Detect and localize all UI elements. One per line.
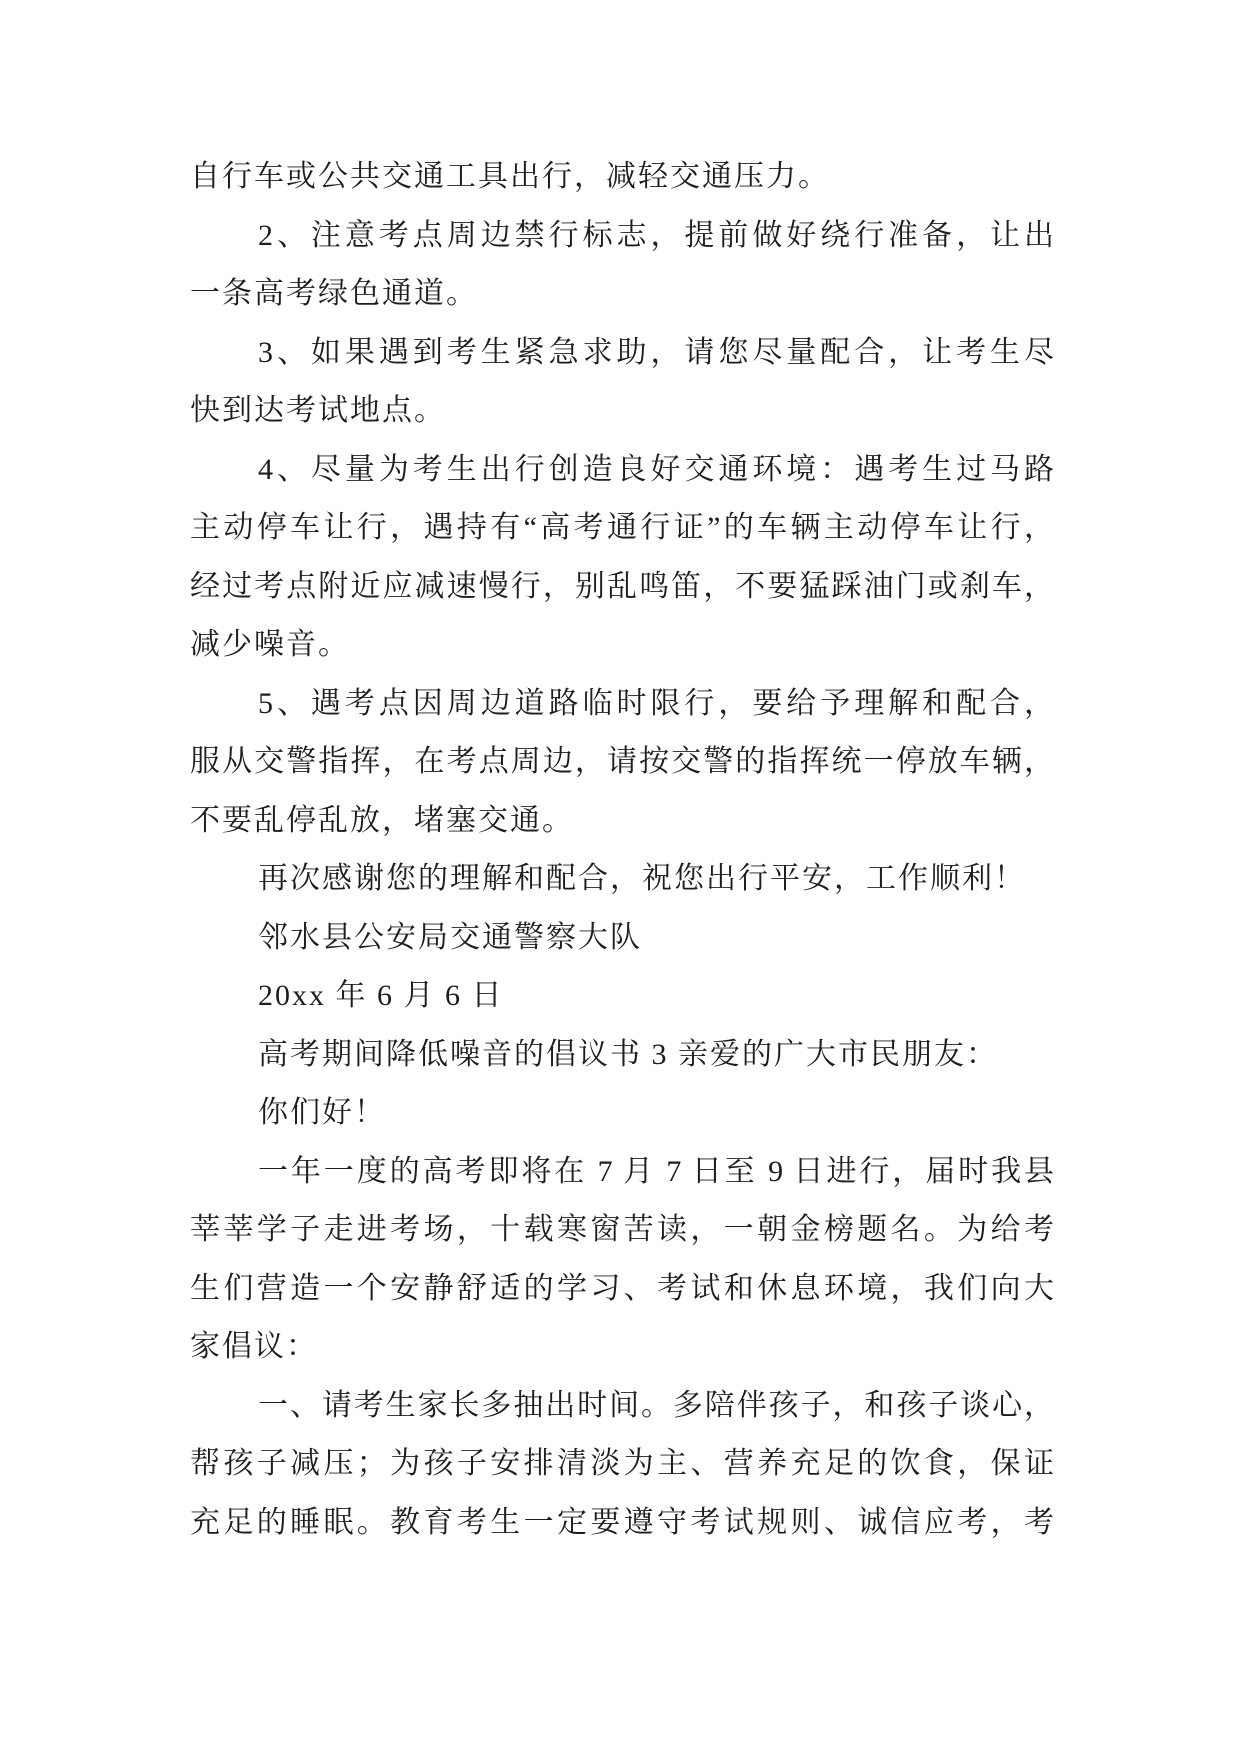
text-line: 帮孩子减压；为孩子安排清淡为主、营养充足的饮食，保证 — [190, 1447, 1054, 1480]
text-line: 3、如果遇到考生紧急求助，请您尽量配合，让考生尽 — [258, 335, 1054, 369]
text-line: 家倡议： — [190, 1330, 318, 1363]
document-body — [190, 148, 1054, 1552]
text-line: 服从交警指挥，在考点周边，请按交警的指挥统一停放车辆， — [190, 745, 1054, 778]
text-line: 减少噪音。 — [190, 628, 350, 661]
text-line: 5、遇考点因周边道路临时限行，要给予理解和配合， — [258, 686, 1054, 720]
text-line: 快到达考试地点。 — [190, 394, 446, 427]
text-line: 一、请考生家长多抽出时间。多陪伴孩子，和孩子谈心， — [258, 1388, 1054, 1422]
text-line: 一年一度的高考即将在 7 月 7 日至 9 日进行，届时我县 — [258, 1154, 1054, 1188]
text-line: 主动停车让行，遇持有“高考通行证”的车辆主动停车让行， — [190, 511, 1054, 544]
text-line: 一条高考绿色通道。 — [190, 277, 478, 310]
text-line: 邻水县公安局交通警察大队 — [258, 920, 642, 954]
text-line: 你们好！ — [258, 1096, 386, 1129]
text-line: 20xx 年 6 月 6 日 — [258, 979, 504, 1012]
text-line: 高考期间降低噪音的倡议书 3 亲爱的广大市民朋友： — [258, 1037, 998, 1071]
text-line: 2、注意考点周边禁行标志，提前做好绕行准备，让出 — [258, 218, 1054, 252]
text-line: 生们营造一个安静舒适的学习、考试和休息环境，我们向大 — [190, 1271, 1054, 1305]
text-line: 自行车或公共交通工具出行，减轻交通压力。 — [190, 160, 830, 193]
text-line: 不要乱停乱放，堵塞交通。 — [190, 803, 574, 837]
text-line: 莘莘学子走进考场，十载寒窗苦读，一朝金榜题名。为给考 — [190, 1213, 1054, 1246]
text-line: 经过考点附近应减速慢行，别乱鸣笛，不要猛踩油门或刹车， — [190, 569, 1054, 603]
text-line: 4、尽量为考生出行创造良好交通环境：遇考生过马路 — [258, 452, 1054, 486]
text-line: 再次感谢您的理解和配合，祝您出行平安，工作顺利！ — [258, 862, 1026, 895]
text-line: 充足的睡眠。教育考生一定要遵守考试规则、诚信应考，考 — [190, 1505, 1054, 1539]
